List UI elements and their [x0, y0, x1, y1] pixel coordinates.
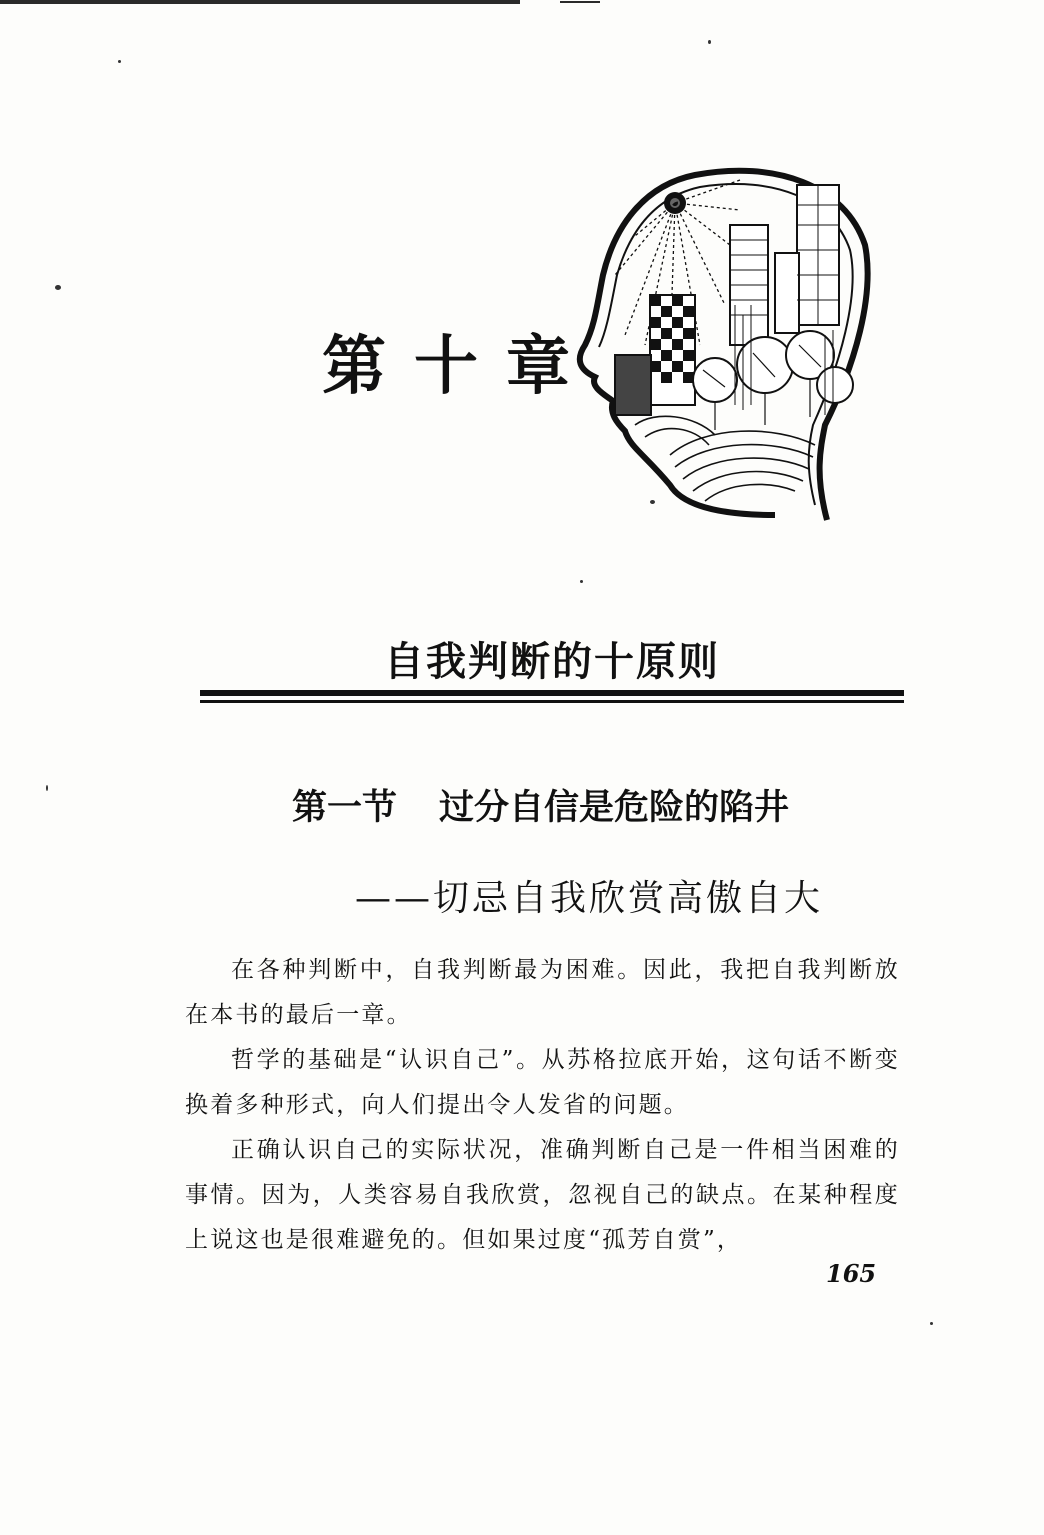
scan-speck [46, 785, 48, 791]
paragraph: 正确认识自己的实际状况，准确判断自己是一件相当困难的事情。因为，人类容易自我欣赏，忽视自己的缺点。在某种程度上说这也是很难避免的。但如果过度“孤芳自赏”， [185, 1137, 900, 1253]
section-number: 第一节 [292, 788, 398, 828]
page-number: 165 [826, 1259, 877, 1288]
title-double-rule [200, 690, 904, 706]
chapter-subtitle: 自我判断的十原则 [384, 639, 720, 685]
paragraph: 哲学的基础是“认识自己”。从苏格拉底开始，这句话不断变换着多种形式，向人们提出令人发省的问题。 [185, 1047, 900, 1118]
body-text [185, 948, 900, 1263]
scan-speck [118, 60, 121, 63]
head-cityscape-illustration [575, 155, 905, 525]
section-title: 过分自信是危险的陷井 [439, 788, 790, 828]
chapter-title: 第十章 [322, 330, 598, 404]
scan-speck [55, 285, 61, 290]
scan-speck [708, 40, 711, 44]
section-heading [292, 780, 789, 830]
scan-speck [580, 580, 583, 583]
top-edge-rule [0, 0, 1044, 5]
section-tagline: ——切忌自我欣赏高傲自大 [355, 878, 824, 919]
paragraph: 在各种判断中，自我判断最为困难。因此，我把自我判断放在本书的最后一章。 [185, 957, 900, 1028]
scan-speck [930, 1322, 933, 1325]
